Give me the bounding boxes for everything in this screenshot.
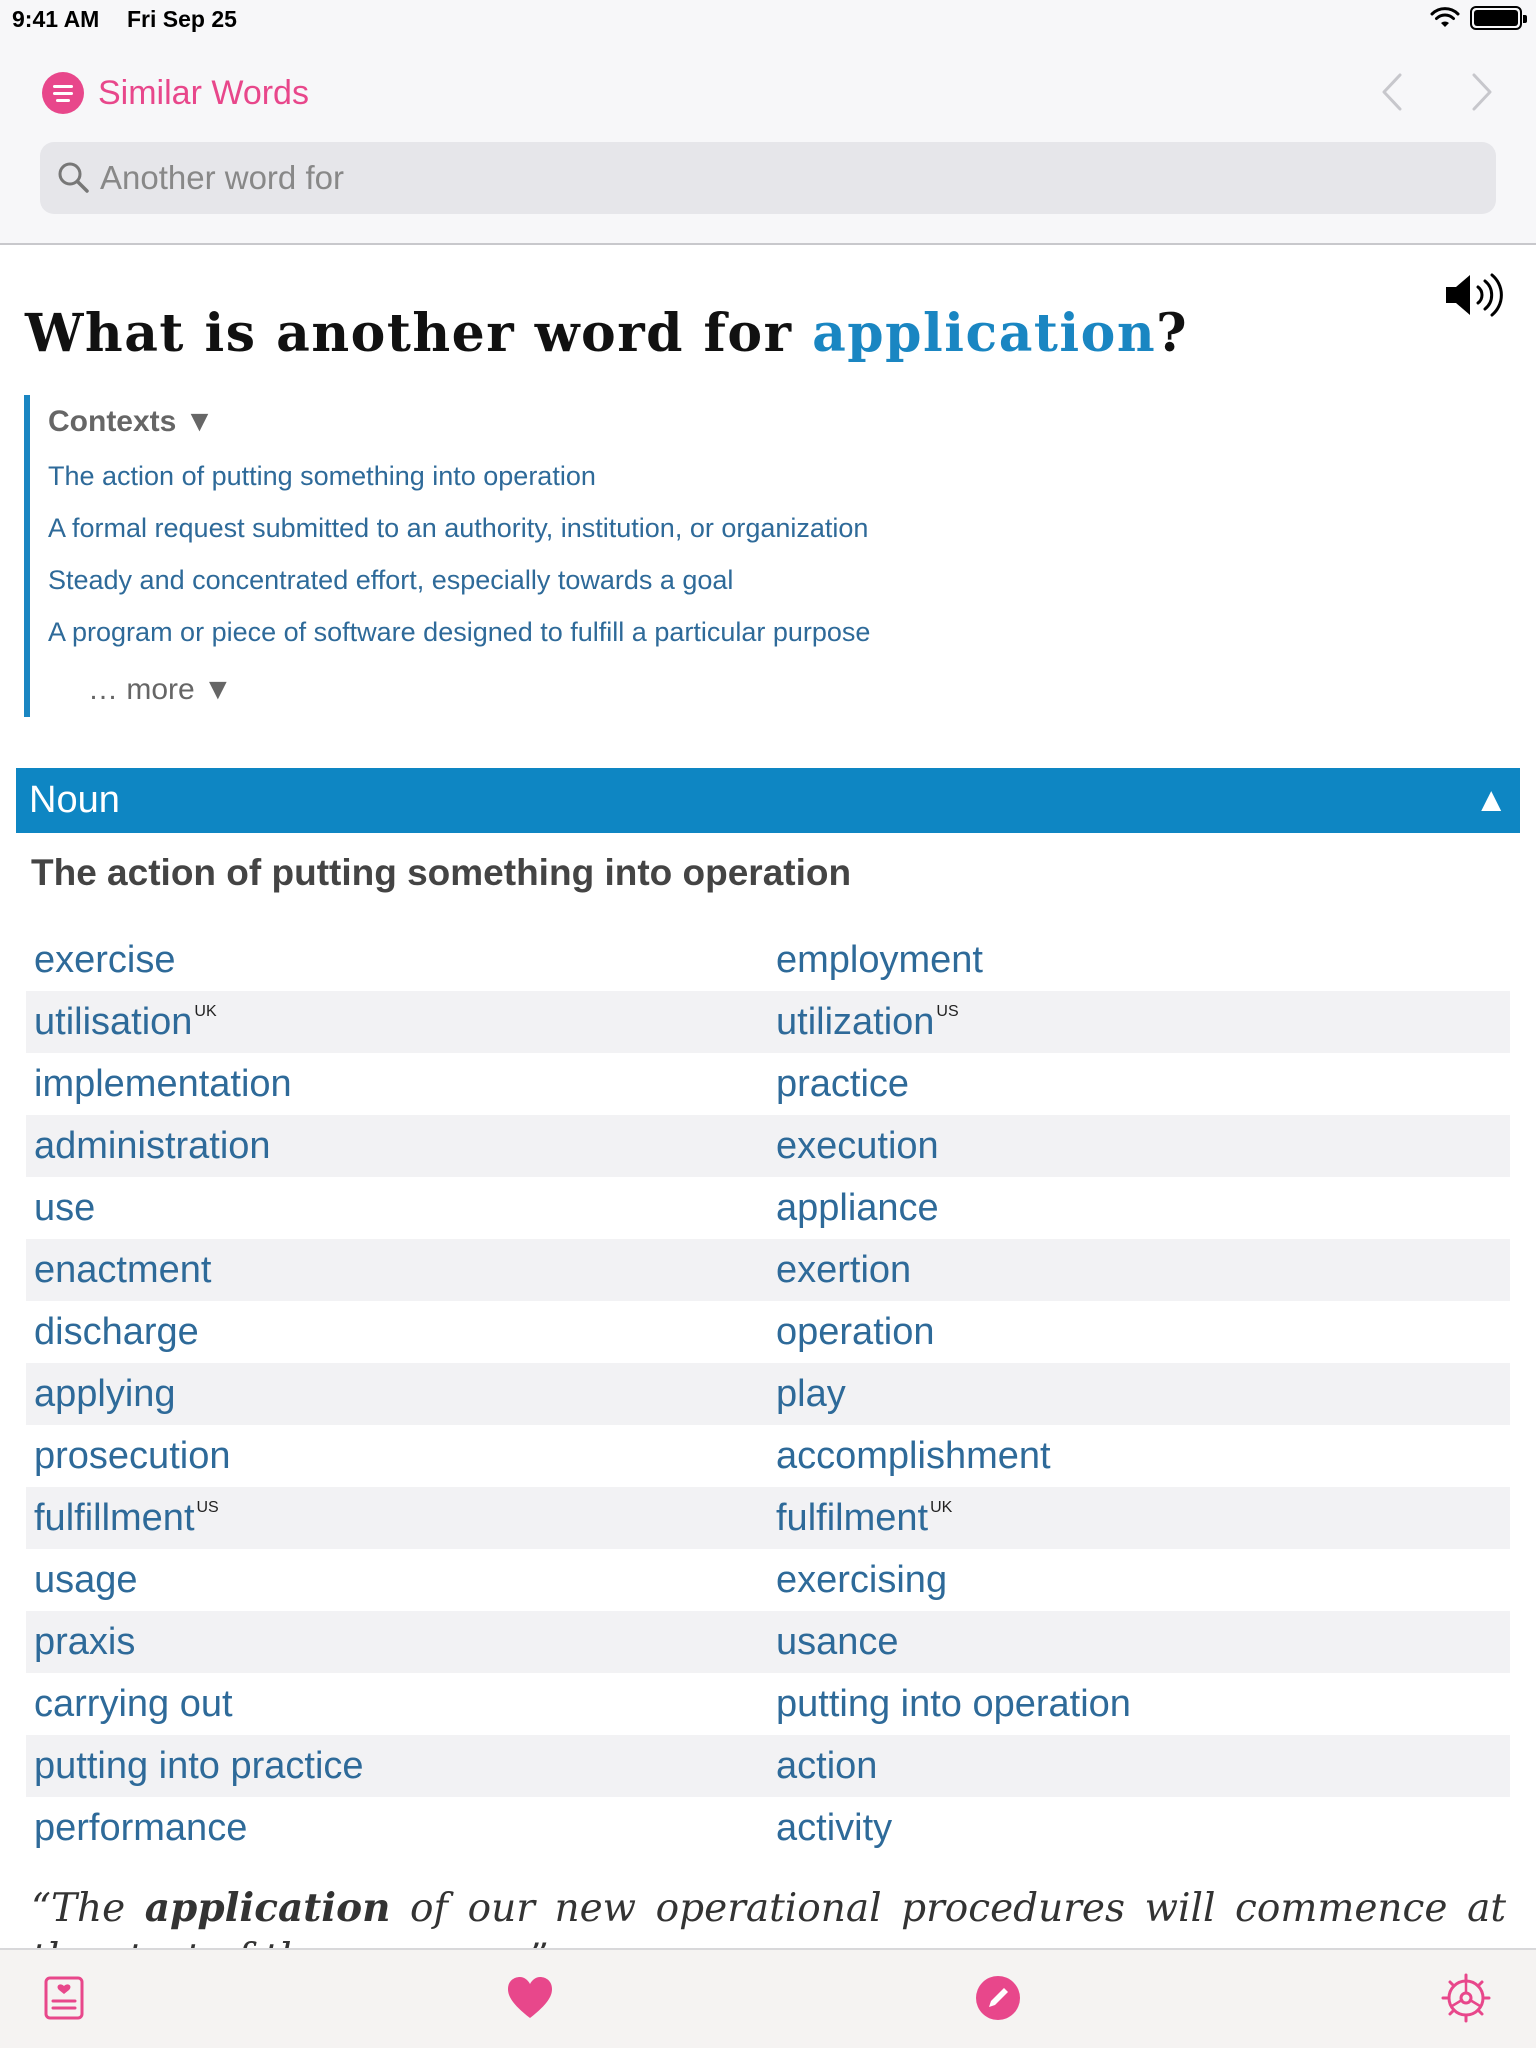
synonym-word: putting into operation bbox=[776, 1682, 1131, 1725]
context-link[interactable]: A program or piece of software designed to fulfill a particular purpose bbox=[48, 617, 871, 647]
more-contexts-button[interactable]: … more ▼ bbox=[88, 673, 233, 706]
part-of-speech-header[interactable] bbox=[16, 768, 1520, 833]
synonym-link[interactable] bbox=[26, 1559, 768, 1602]
example-highlight: application bbox=[144, 1885, 391, 1931]
synonym-row bbox=[26, 1549, 1510, 1611]
synonym-word: exertion bbox=[776, 1248, 912, 1291]
synonym-link[interactable] bbox=[768, 1559, 1510, 1602]
synonym-row bbox=[26, 1487, 1510, 1549]
synonym-link[interactable] bbox=[768, 1621, 1510, 1664]
synonym-link[interactable] bbox=[26, 1249, 768, 1292]
menu-icon bbox=[42, 72, 84, 114]
settings-gear-icon bbox=[1440, 1972, 1492, 2024]
synonym-word: administration bbox=[34, 1124, 271, 1167]
synonym-link[interactable] bbox=[768, 1807, 1510, 1850]
status-indicators bbox=[1430, 6, 1522, 30]
synonym-link[interactable] bbox=[768, 1745, 1510, 1788]
synonym-word: utilization bbox=[776, 1000, 935, 1043]
title-suffix: ? bbox=[1156, 303, 1189, 364]
tab-bar bbox=[0, 1948, 1536, 2048]
pronounce-button[interactable] bbox=[1440, 269, 1512, 321]
synonym-word: action bbox=[776, 1744, 878, 1787]
chevron-right-icon bbox=[1470, 72, 1494, 112]
region-tag: UK bbox=[930, 1498, 953, 1516]
synonym-link[interactable] bbox=[26, 1745, 768, 1788]
synonym-word: accomplishment bbox=[776, 1434, 1051, 1477]
synonym-link[interactable] bbox=[26, 939, 768, 982]
synonym-word: usance bbox=[776, 1620, 899, 1663]
synonym-link[interactable] bbox=[26, 1497, 768, 1540]
context-link[interactable]: The action of putting something into operation bbox=[48, 461, 596, 491]
synonym-row bbox=[26, 1735, 1510, 1797]
synonym-word: discharge bbox=[34, 1310, 199, 1353]
example-rest: of our new operational procedures will commence at bbox=[410, 1886, 1507, 1931]
synonym-word: putting into practice bbox=[34, 1744, 364, 1787]
lookup-card-icon bbox=[38, 1972, 90, 2024]
status-date: Fri Sep 25 bbox=[127, 6, 237, 32]
search-input[interactable] bbox=[100, 142, 1480, 214]
synonym-word: fulfillment bbox=[34, 1496, 195, 1539]
tab-favorites[interactable] bbox=[504, 1972, 556, 2024]
sense-title: The action of putting something into operation bbox=[31, 852, 852, 893]
synonym-row bbox=[26, 1115, 1510, 1177]
synonym-link[interactable] bbox=[768, 1683, 1510, 1726]
tab-settings[interactable] bbox=[1440, 1972, 1492, 2024]
synonym-word: activity bbox=[776, 1806, 893, 1849]
synonym-row bbox=[26, 991, 1510, 1053]
synonym-link[interactable] bbox=[26, 1063, 768, 1106]
synonym-link[interactable] bbox=[26, 1435, 768, 1478]
synonym-link[interactable] bbox=[768, 1373, 1510, 1416]
synonym-row bbox=[26, 1053, 1510, 1115]
status-bar bbox=[0, 0, 1536, 40]
battery-level bbox=[1474, 10, 1518, 26]
title-prefix: What is another word for bbox=[25, 303, 813, 364]
synonym-link[interactable] bbox=[26, 1621, 768, 1664]
synonym-link[interactable] bbox=[26, 1187, 768, 1230]
page-title bbox=[25, 303, 1188, 364]
synonym-word: practice bbox=[776, 1062, 910, 1105]
app-title: Similar Words bbox=[98, 73, 309, 112]
synonym-link[interactable] bbox=[26, 1373, 768, 1416]
synonym-link[interactable] bbox=[768, 1001, 1510, 1044]
tab-write[interactable] bbox=[972, 1972, 1024, 2024]
synonym-row bbox=[26, 1177, 1510, 1239]
synonym-row bbox=[26, 1673, 1510, 1735]
context-link[interactable]: A formal request submitted to an authority, institution, or organization bbox=[48, 513, 869, 543]
synonym-link[interactable] bbox=[768, 1435, 1510, 1478]
contexts-panel bbox=[24, 395, 924, 717]
query-word: application bbox=[812, 303, 1157, 364]
tab-lookup[interactable] bbox=[38, 1972, 90, 2024]
search-icon bbox=[56, 160, 92, 196]
region-tag: UK bbox=[194, 1002, 217, 1020]
synonym-row bbox=[26, 1425, 1510, 1487]
back-button[interactable] bbox=[1370, 68, 1414, 116]
collapse-triangle-icon[interactable]: ▲ bbox=[1474, 781, 1508, 819]
synonym-link[interactable] bbox=[768, 1187, 1510, 1230]
synonym-word: exercise bbox=[34, 938, 176, 981]
synonym-word: execution bbox=[776, 1124, 939, 1167]
status-time: 9:41 AM bbox=[12, 6, 100, 32]
synonym-link[interactable] bbox=[26, 1311, 768, 1354]
synonym-row bbox=[26, 1797, 1510, 1859]
contexts-toggle[interactable]: Contexts ▼ bbox=[48, 405, 215, 438]
synonym-word: fulfilment bbox=[776, 1496, 929, 1539]
forward-button[interactable] bbox=[1460, 68, 1504, 116]
chevron-left-icon bbox=[1380, 72, 1404, 112]
app-header bbox=[0, 40, 1536, 245]
synonym-link[interactable] bbox=[26, 1683, 768, 1726]
search-bar[interactable] bbox=[40, 142, 1496, 214]
synonym-link[interactable] bbox=[768, 939, 1510, 982]
synonym-row bbox=[26, 1363, 1510, 1425]
example-open: “The bbox=[31, 1886, 145, 1931]
entry-content bbox=[0, 247, 1536, 1947]
synonym-link[interactable] bbox=[768, 1249, 1510, 1292]
synonym-row bbox=[26, 1239, 1510, 1301]
synonym-link[interactable] bbox=[768, 1497, 1510, 1540]
menu-button[interactable] bbox=[42, 72, 309, 114]
synonym-word: performance bbox=[34, 1806, 248, 1849]
synonym-word: utilisation bbox=[34, 1000, 193, 1043]
synonym-word: implementation bbox=[34, 1062, 292, 1105]
synonym-link[interactable] bbox=[26, 1807, 768, 1850]
synonym-word: use bbox=[34, 1186, 96, 1229]
speaker-icon bbox=[1440, 269, 1512, 321]
synonym-link[interactable] bbox=[26, 1125, 768, 1168]
region-tag: US bbox=[196, 1498, 219, 1516]
context-link[interactable]: Steady and concentrated effort, especially towards a goal bbox=[48, 565, 734, 595]
synonym-link[interactable] bbox=[768, 1311, 1510, 1354]
synonym-word: enactment bbox=[34, 1248, 212, 1291]
synonym-word: employment bbox=[776, 938, 983, 981]
synonym-link[interactable] bbox=[768, 1125, 1510, 1168]
region-tag: US bbox=[936, 1002, 959, 1020]
synonym-row bbox=[26, 1611, 1510, 1673]
synonym-word: applying bbox=[34, 1372, 176, 1415]
synonym-word: carrying out bbox=[34, 1682, 233, 1725]
synonym-link[interactable] bbox=[768, 1063, 1510, 1106]
synonym-word: appliance bbox=[776, 1186, 939, 1229]
synonym-row bbox=[26, 929, 1510, 991]
synonym-word: usage bbox=[34, 1558, 138, 1601]
synonym-link[interactable] bbox=[26, 1001, 768, 1044]
wifi-icon bbox=[1430, 7, 1460, 29]
contexts-list bbox=[48, 457, 924, 665]
synonym-word: play bbox=[776, 1372, 846, 1415]
synonym-word: prosecution bbox=[34, 1434, 231, 1477]
synonym-word: operation bbox=[776, 1310, 935, 1353]
part-of-speech-label: Noun bbox=[29, 779, 120, 821]
heart-icon bbox=[504, 1972, 556, 2024]
battery-tip bbox=[1523, 15, 1527, 23]
synonym-row bbox=[26, 1301, 1510, 1363]
pencil-icon bbox=[972, 1972, 1024, 2024]
synonym-word: praxis bbox=[34, 1620, 136, 1663]
synonym-table bbox=[26, 929, 1510, 1859]
battery-icon bbox=[1470, 6, 1522, 30]
synonym-word: exercising bbox=[776, 1558, 948, 1601]
